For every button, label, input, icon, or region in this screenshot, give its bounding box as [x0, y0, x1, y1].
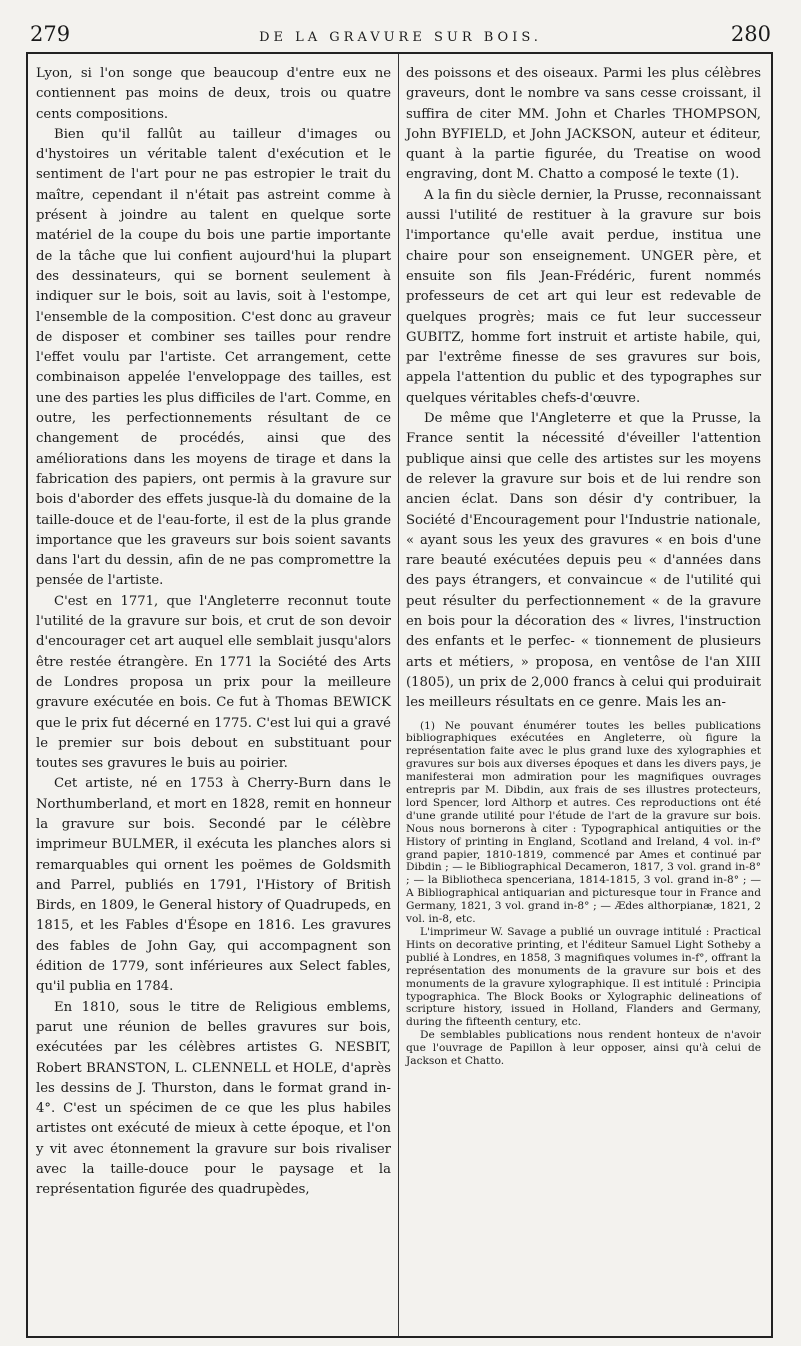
right-page-number: 280	[730, 22, 771, 46]
paragraph: Lyon, si l'on songe que beaucoup d'entre eux ne contiennent pas moins de deux, trois ou quatre cents compositions.	[36, 66, 391, 122]
footnote: L'imprimeur W. Savage a publié un ouvrage intitulé : Practical Hints on decorative printing, et l'éditeur Samuel Light Sotheby a publié à Londres, en 1858, 3 magnifiques volumes in-f°, offrant la représentation des monuments de la gravure sur bois et des monuments de la gravure xylographique. Il est intitulé : Principia typographica. The Block Books or Xylographic delineations of scripture history, issued in Holland, Flanders and Germany, during the fifteenth century, etc.	[406, 926, 761, 1029]
paragraph: En 1810, sous le titre de Religious emblems, parut une réunion de belles gravures sur bois, exécutées par les célèbres artistes G. NESBIT, Robert BRANSTON, L. CLENNELL et HOLE, d'après les dessins de J. Thurston, dans le format grand in-4°. C'est un spécimen de ce que les plus habiles artistes ont exécuté de mieux à cette époque, et l'on y vit avec étonnement la gravure sur bois rivaliser avec la taille-douce pour le paysage et la représentation figurée des quadrupèdes,	[36, 999, 391, 1198]
running-title: DE LA GRAVURE SUR BOIS.	[259, 30, 542, 45]
paragraph: De même que l'Angleterre et que la Prusse, la France sentit la nécessité d'éveiller l'attention publique ainsi que celle des artistes sur les moyens de relever la gravure sur bois et de lui rendre son ancien éclat. Dans son désir d'y contribuer, la Société d'Encouragement pour l'Industrie nationale, « ayant sous les yeux des gravures « en bois d'une rare beauté exécutées depuis peu « d'années dans des pays étrangers, et convaincue « de l'utilité qui peut résulter du perfectionnement « de la gravure en bois pour la décoration des « livres, l'instruction des enfants et le perfec- « tionnement de plusieurs arts et métiers, » proposa, en ventôse de l'an XIII (1805), un prix de 2,000 francs à celui qui produirait les meilleurs résultats en ce genre. Mais les an-	[406, 411, 761, 711]
page-header	[28, 14, 773, 50]
footnote: (1) Ne pouvant énumérer toutes les belles publications bibliographiques exécutées en Angleterre, où figure la représentation faite avec le plus grand luxe des xylographies et gravures sur bois aux diverses époques et dans les divers pays, je manifesterai mon admiration pour les magnifiques ouvrages entrepris par M. Dibdin, aux frais de ses illustres protecteurs, lord Spencer, lord Althorp et autres. Ces reproductions ont été d'une grande utilité pour l'étude de l'art de la gravure sur bois. Nous nous bornerons à citer : Typographical antiquities or the History of printing in England, Scotland and Ireland, 4 vol. in-f° grand papier, 1810-1819, commencé par Ames et continué par Dibdin ; — le Bibliographical Decameron, 1817, 3 vol. grand in-8° ; — la Bibliotheca spenceriana, 1814-1815, 3 vol. grand in-8° ; — A Bibliographical antiquarian and picturesque tour in France and Germany, 1821, 3 vol. grand in-8° ; — Ædes althorpianæ, 1821, 2 vol. in-8, etc.	[406, 719, 761, 926]
paragraph: A la fin du siècle dernier, la Prusse, reconnaissant aussi l'utilité de restituer à la gravure sur bois l'importance qu'elle avait perdue, institua une chaire pour son enseignement. UNGER père, et ensuite son fils Jean-Frédéric, furent nommés professeurs de cet art qui leur est redevable de quelques progrès; mais ce fut leur successeur GUBITZ, homme fort instruit et artiste habile, qui, par l'extrême finesse de ses gravures sur bois, appela l'attention du public et des typographes sur quelques véritables chefs-d'œuvre.	[406, 187, 761, 406]
column-divider	[398, 54, 399, 1336]
paragraph: C'est en 1771, que l'Angleterre reconnut toute l'utilité de la gravure sur bois, et crut de son devoir d'encourager cet art auquel elle semblait jusqu'alors être restée étrangère. En 1771 la Société des Arts de Londres proposa un prix pour la meilleure gravure exécutée en bois. Ce fut à Thomas BEWICK que le prix fut décerné en 1775. C'est lui qui a gravé le premier sur bois debout en substituant pour toutes ses gravures le buis au poirier.	[36, 593, 391, 772]
paragraph: Cet artiste, né en 1753 à Cherry-Burn dans le Northumberland, et mort en 1828, remit en honneur la gravure sur bois. Secondé par le célèbre imprimeur BULMER, il exécuta les planches alors si remarquables qui ornent les poëmes de Goldsmith and Parrel, publiés en 1791, l'History of British Birds, en 1809, le General history of Quadrupeds, en 1815, et les Fables d'Ésope en 1816. Les gravures des fables de John Gay, qui accompagnent son édition de 1779, sont inférieures aux Select fables, qu'il publia en 1784.	[36, 776, 391, 995]
footnote: De semblables publications nous rendent honteux de n'avoir que l'ouvrage de Papillon à leur opposer, ainsi qu'à celui de Jackson et Chatto.	[406, 1029, 761, 1068]
right-column	[406, 64, 761, 1068]
left-column	[36, 64, 391, 1201]
paragraph: des poissons et des oiseaux. Parmi les plus célèbres graveurs, dont le nombre va sans cesse croissant, il suffira de citer MM. John et Charles THOMPSON, John BYFIELD, et John JACKSON, auteur et éditeur, quant à la partie figurée, du Treatise on wood engraving, dont M. Chatto a composé le texte (1).	[406, 66, 761, 183]
left-page-number: 279	[30, 22, 71, 46]
page-frame	[26, 52, 773, 1338]
paragraph: Bien qu'il fallût au tailleur d'images ou d'hystoires un véritable talent d'exécution et le sentiment de l'art pour ne pas estropier le trait du maître, cependant il n'était pas astreint comme à présent à joindre au talent en quelque sorte matériel de la coupe du bois une partie importante de la tâche que lui confient aujourd'hui la plupart des dessinateurs, qui se bornent seulement à indiquer sur le bois, soit au lavis, soit à l'estompe, l'ensemble de la composition. C'est donc au graveur de disposer et combiner ses tailles pour rendre l'effet voulu par l'artiste. Cet arrangement, cette combinaison appelée l'enveloppage des tailles, est une des parties les plus difficiles de l'art. Comme, en outre, les perfectionnements résultant de ce changement de procédés, ainsi que des améliorations dans les moyens de tirage et dans la fabrication des papiers, ont permis à la gravure sur bois d'aborder des effets jusque-là du domaine de la taille-douce et de l'eau-forte, il est de la plus grande importance que les graveurs sur bois soient savants dans l'art du dessin, afin de ne pas compromettre la pensée de l'artiste.	[36, 126, 391, 589]
footnotes	[406, 720, 761, 1068]
